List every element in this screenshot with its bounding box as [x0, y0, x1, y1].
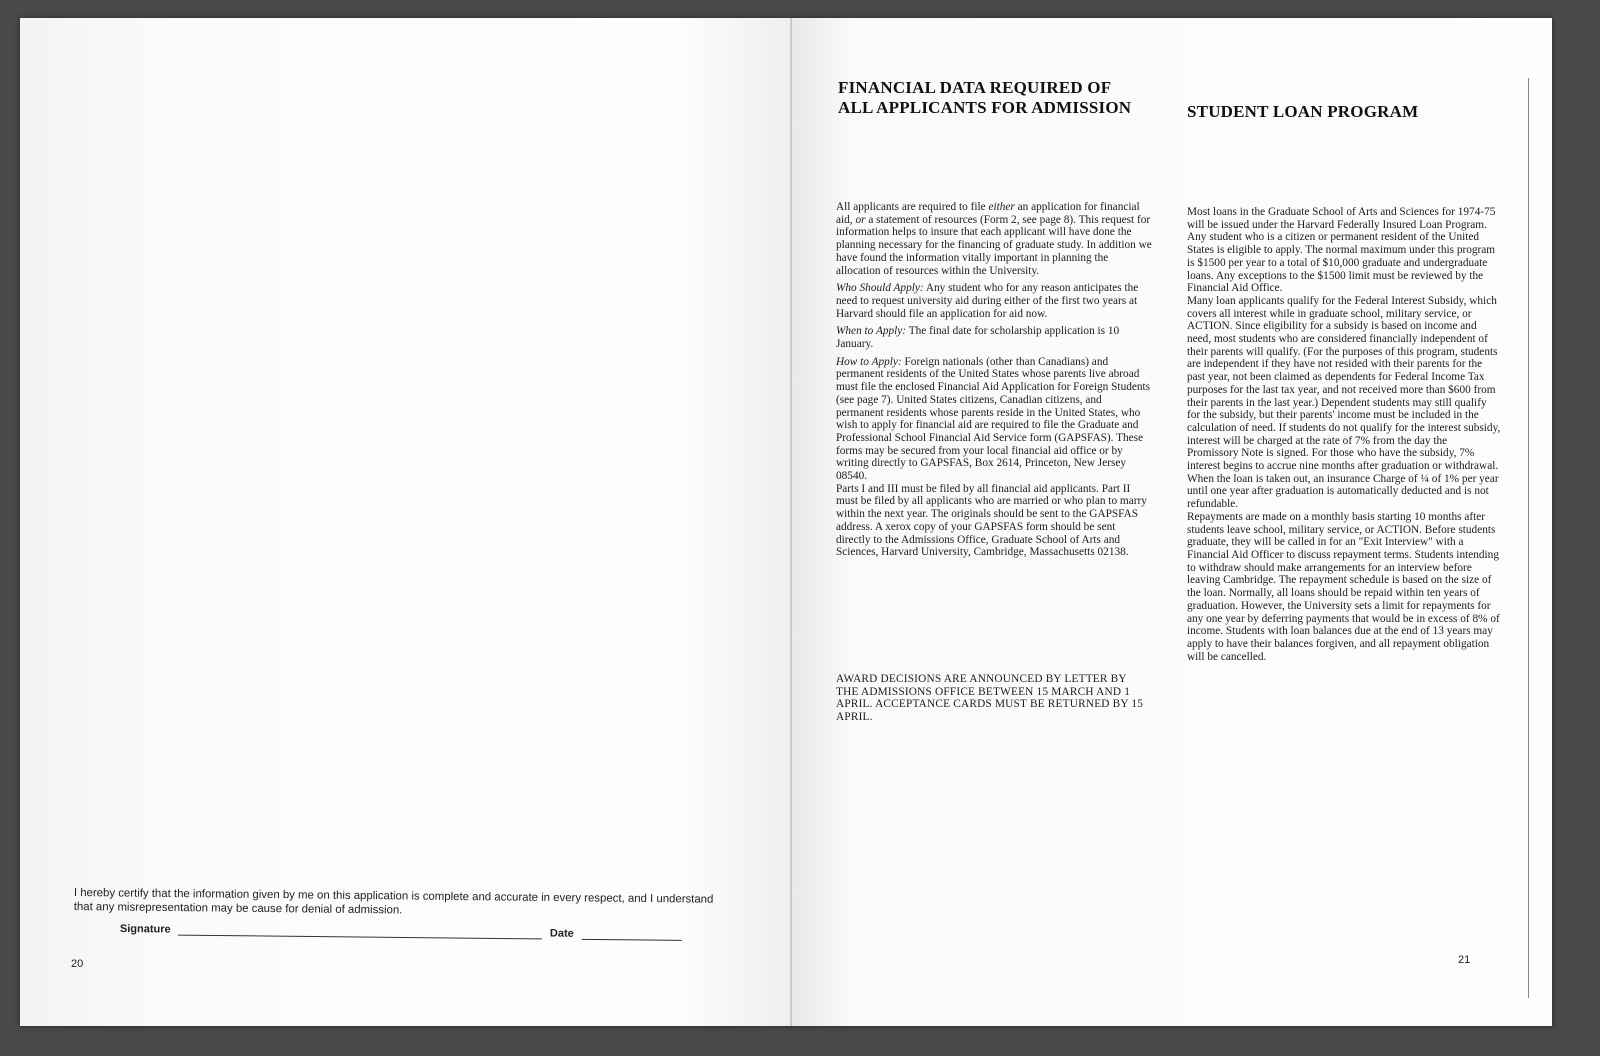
lead-how-to-apply: How to Apply:: [836, 355, 902, 368]
text-run: Any student who for any reason anticipates the need to request university aid during either of the first two years at Harvard should file an application for aid now.: [836, 282, 1139, 320]
date-line: [582, 939, 682, 941]
certification-statement: I hereby certify that the information given by me on this application is complete and accurate in every respect, and I understand that any misrepresentation may be cause for denial of admission.: [73, 886, 714, 917]
text-run: The final date for scholarship application is 10 January.: [836, 325, 1120, 351]
paragraph-parts: Parts I and III must be filed by all financial aid applicants. Part II must be filed by all applicants who are married or who plan to marry within the next year. The originals should be sent to the GAPSFAS address. A xerox copy of your GAPSFAS form should be sent directly to the Admissions Office, Graduate School of Arts and Sciences, Harvard University, Cambridge, Massachusetts 02138.: [836, 482, 1147, 559]
lead-when-to-apply: When to Apply:: [836, 325, 907, 338]
emphasis-or: or: [855, 213, 866, 226]
signature-line: [178, 935, 542, 940]
financial-data-column: [836, 201, 1152, 564]
paragraph-interest-subsidy: Many loan applicants qualify for the Federal Interest Subsidy, which covers all interest while in graduate school, military service, or ACTION. Since eligibility for a subsidy is based on income and need, most students who are considered financially independent of their parents will qualify. (For the purposes of this program, students are independent if they have not resided with their parents for the past year, not been claimed as dependents for Federal Income Tax purposes for the last tax year, and not received more than $600 from their parents in the last year.) Dependent students may still qualify for the subsidy, but their parents' income must be included in the calculation of need. If students do not qualify for the interest subsidy, interest will be charged at the rate of 7% from the day the Promissory Note is signed. For those who have the subsidy, 7% interest begins to accrue nine months after graduation or withdrawal. When the loan is taken out, an insurance Charge of ¼ of 1% per year until one year after graduation is automatically deducted and is not refundable.: [1187, 294, 1501, 511]
heading-line-1: FINANCIAL DATA REQUIRED OF: [838, 78, 1112, 97]
text-run: All applicants are required to file: [836, 201, 989, 213]
text-run: an application for financial aid,: [836, 201, 1140, 226]
student-loan-column: [1187, 206, 1501, 668]
right-page: [792, 18, 1552, 1026]
text-run: Foreign nationals (other than Canadians) and permanent residents of the United States whose parents live abroad must file the enclosed Financial Aid Application for Foreign Students (see page 7). United States citizens, Canadian citizens, and permanent residents whose parents reside in the United States, who wish to apply for financial aid are required to file the Graduate and Professional School Financial Aid Service form (GAPSFAS). These forms may be secured from your local financial aid office or by writing directly to GAPSFAS, Box 2614, Princeton, New Jersey 08540.: [836, 355, 1151, 483]
paragraph-repayments: Repayments are made on a monthly basis starting 10 months after students leave school, military service, or ACTION. Before students graduate, they will be called in for an "Exit Interview" with a Financial Aid Officer to discuss repayment terms. Students intending to withdraw should make arrangements for an interview before leaving Cambridge. The repayment schedule is based on the size of the loan. Normally, all loans should be repaid within ten years of graduation. However, the University sets a limit for repayments for any one year by deferring payments that would be in excess of 8% of income. Students with loan balances due at the end of 13 years may apply to have their balances forgiven, and all repayment obligation will be cancelled.: [1187, 510, 1500, 663]
financial-data-heading: [838, 78, 1131, 118]
date-label: Date: [549, 927, 574, 940]
left-page: [20, 18, 792, 1026]
paragraph-when-to-apply: [836, 325, 1152, 350]
emphasis-either: either: [988, 201, 1015, 213]
signature-label: Signature: [119, 923, 171, 936]
paragraph-who-should-apply: [836, 282, 1152, 320]
lead-who-should-apply: Who Should Apply:: [836, 282, 924, 295]
award-decisions-notice: AWARD DECISIONS ARE ANNOUNCED BY LETTER BY THE ADMISSIONS OFFICE BETWEEN 15 MARCH AND 1 APRIL. ACCEPTANCE CARDS MUST BE RETURNED BY 15 APRIL.: [836, 673, 1144, 724]
paragraph-loan-program: Most loans in the Graduate School of Arts and Sciences for 1974-75 will be issued under the Harvard Federally Insured Loan Program. Any student who is a citizen or permanent resident of the United States is eligible to apply. The normal maximum under this program is $1500 per year to a total of $10,000 graduate and undergraduate loans. Any exceptions to the $1500 limit must be reviewed by the Financial Aid Office.: [1187, 206, 1496, 295]
booklet-spread: [20, 18, 1552, 1026]
page-number-left: 20: [71, 958, 84, 970]
page-number-right: 21: [1458, 954, 1471, 966]
signature-row: [120, 923, 720, 949]
page-edge-shadow: [1528, 78, 1529, 998]
paragraph-how-to-apply: [836, 356, 1152, 483]
text-run: a statement of resources (Form 2, see page 8). This request for information helps to insure that each applicant will have done the planning necessary for the financing of graduate study. In addition we have found the information vitally important in planning the allocation of resources within the University.: [836, 213, 1152, 277]
student-loan-heading: STUDENT LOAN PROGRAM: [1187, 102, 1419, 121]
paragraph-requirements: [836, 201, 1152, 277]
heading-line-2: ALL APPLICANTS FOR ADMISSION: [838, 98, 1132, 117]
